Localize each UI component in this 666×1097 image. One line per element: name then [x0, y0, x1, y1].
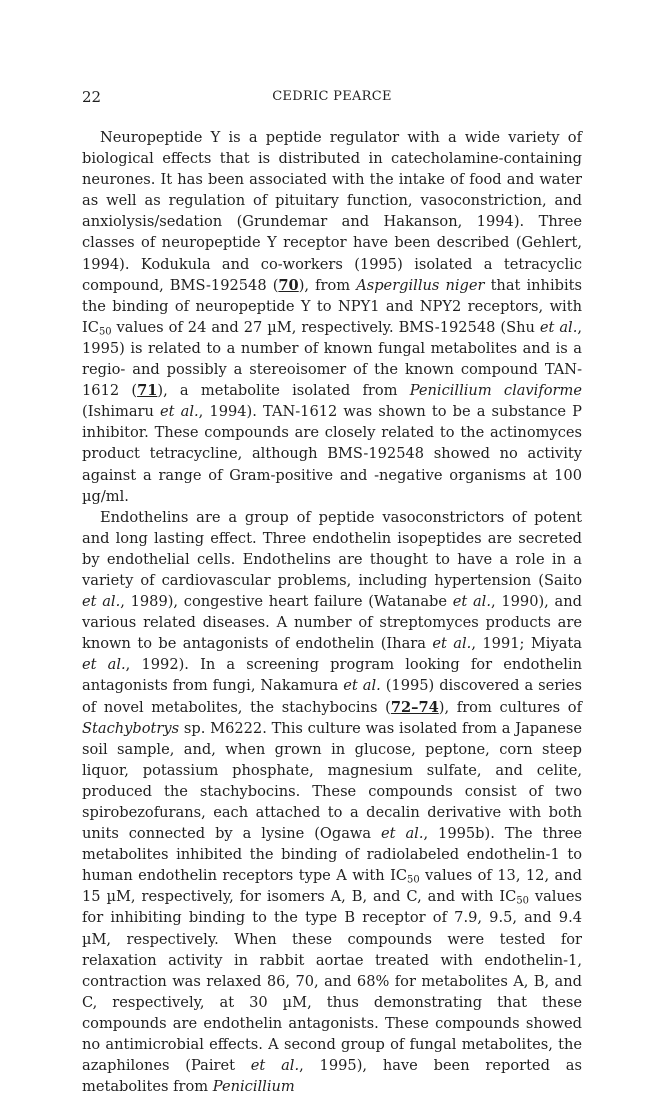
text-run: Endothelins are a group of peptide vasoconstrictors of potent and long lasting effect. Three endothelin isopeptides are secreted by endothelial cells. Endothelins are thought to have a role in a variety of cardiovascular problems, including hypertension (Saito: [82, 508, 582, 589]
et-al: et al.: [452, 593, 491, 611]
species-name: Penicillium claviforme: [409, 382, 582, 400]
compound-ref-72-74: 72–74: [390, 698, 439, 716]
species-name: Stachybotrys: [82, 719, 180, 737]
text-run: values of 13, 12, and 15 µM, respectively, for isomers A, B, and C, and with IC: [82, 867, 582, 906]
text-run: Neuropeptide Y is a peptide regulator with a wide variety of biological effects that is distributed in catecholamine-containing neurones. It has been associated with the intake of food and water as well as regulation of pituitary function, vasoconstriction, and anxiolysis/sedation (Grundemar and Hakanson, 1994). Three classes of neuropeptide Y receptor have been described (Gehlert, 1994). Kodukula and co-workers (1995) isolated a tetracyclic compound, BMS-192548 (: [82, 129, 582, 294]
et-al: et al.: [250, 1057, 300, 1075]
text-run: , 1990), and various related diseases. A number of streptomyces products are known to be antagonists of endothelin (Ihara: [82, 593, 582, 653]
running-head: CEDRIC PEARCE: [272, 89, 392, 104]
subscript: 50: [516, 895, 529, 907]
text-run: ), from cultures of: [438, 698, 582, 716]
text-run: , 1989), congestive heart failure (Watanabe: [120, 593, 453, 611]
text-run: values of 24 and 27 µM, respectively. BMS-192548 (Shu: [111, 318, 540, 336]
page-header: [82, 88, 582, 110]
text-run: , 1995), have been reported as metabolites from: [82, 1057, 582, 1096]
text-run: sp. M6222. This culture was isolated from a Japanese soil sample, and, when grown in glucose, peptone, corn steep liquor, potassium phosphate, magnesium sulfate, and celite, produced the stachybocins. These compounds consist of two spirobezofurans, each attached to a decalin derivative with both units connected by a lysine (Ogawa: [82, 719, 582, 843]
et-al: et al.: [381, 825, 424, 843]
paragraph-neuropeptide: [82, 127, 582, 507]
et-al: et al.: [343, 677, 381, 695]
text-run: (Ishimaru: [82, 403, 161, 421]
text-run: , 1995) is related to a number of known fungal metabolites and is a regio- and possibly a stereoisomer of the known compound TAN-1612 (: [82, 318, 582, 400]
compound-ref-70: 70: [278, 276, 299, 294]
text-run: (1995) discovered a series of novel metabolites, the stachybocins (: [82, 677, 582, 716]
text-run: , 1995b). The three metabolites inhibited the binding of radiolabeled endothelin-1 to human endothelin receptors type A with IC: [82, 825, 582, 885]
text-run: ), from: [298, 276, 357, 294]
et-al: et al.: [82, 656, 126, 674]
et-al: et al.: [539, 318, 578, 336]
subscript: 50: [98, 326, 112, 338]
text-run: ), a metabolite isolated from: [157, 382, 410, 400]
text-run: , 1991; Miyata: [471, 635, 582, 653]
paragraph-endothelins: [82, 507, 582, 1097]
text-run: values for inhibiting binding to the type B receptor of 7.9, 9.5, and 9.4 µM, respectively. When these compounds were tested for relaxation activity in rabbit aortae treated with endothelin-1, contraction was relaxed 86, 70, and 68% for metabolites A, B, and C, respectively, at 30 µM, thus demonstrating that these compounds are endothelin antagonists. These compounds showed no antimicrobial effects. A second group of fungal metabolites, the azaphilones (Pairet: [82, 888, 582, 1075]
compound-ref-71: 71: [137, 382, 158, 400]
text-run: that inhibits the binding of neuropeptide Y to NPY1 and NPY2 receptors, with IC: [82, 276, 582, 336]
et-al: et al.: [82, 593, 121, 611]
text-run: , 1992). In a screening program looking for endothelin antagonists from fungi, Nakamura: [82, 656, 582, 695]
species-name: Penicillium: [212, 1078, 295, 1096]
body-text: [82, 127, 582, 1097]
et-al: et al.: [160, 403, 199, 421]
et-al: et al.: [432, 635, 472, 653]
species-name: Aspergillus niger: [356, 276, 485, 294]
page-number: 22: [82, 88, 102, 106]
text-run: , 1994). TAN-1612 was shown to be a substance P inhibitor. These compounds are closely related to the actinomyces product tetracycline, although BMS-192548 showed no activity against a range of Gram-positive and -negative organisms at 100 µg/ml.: [82, 403, 582, 505]
subscript: 50: [407, 874, 420, 886]
